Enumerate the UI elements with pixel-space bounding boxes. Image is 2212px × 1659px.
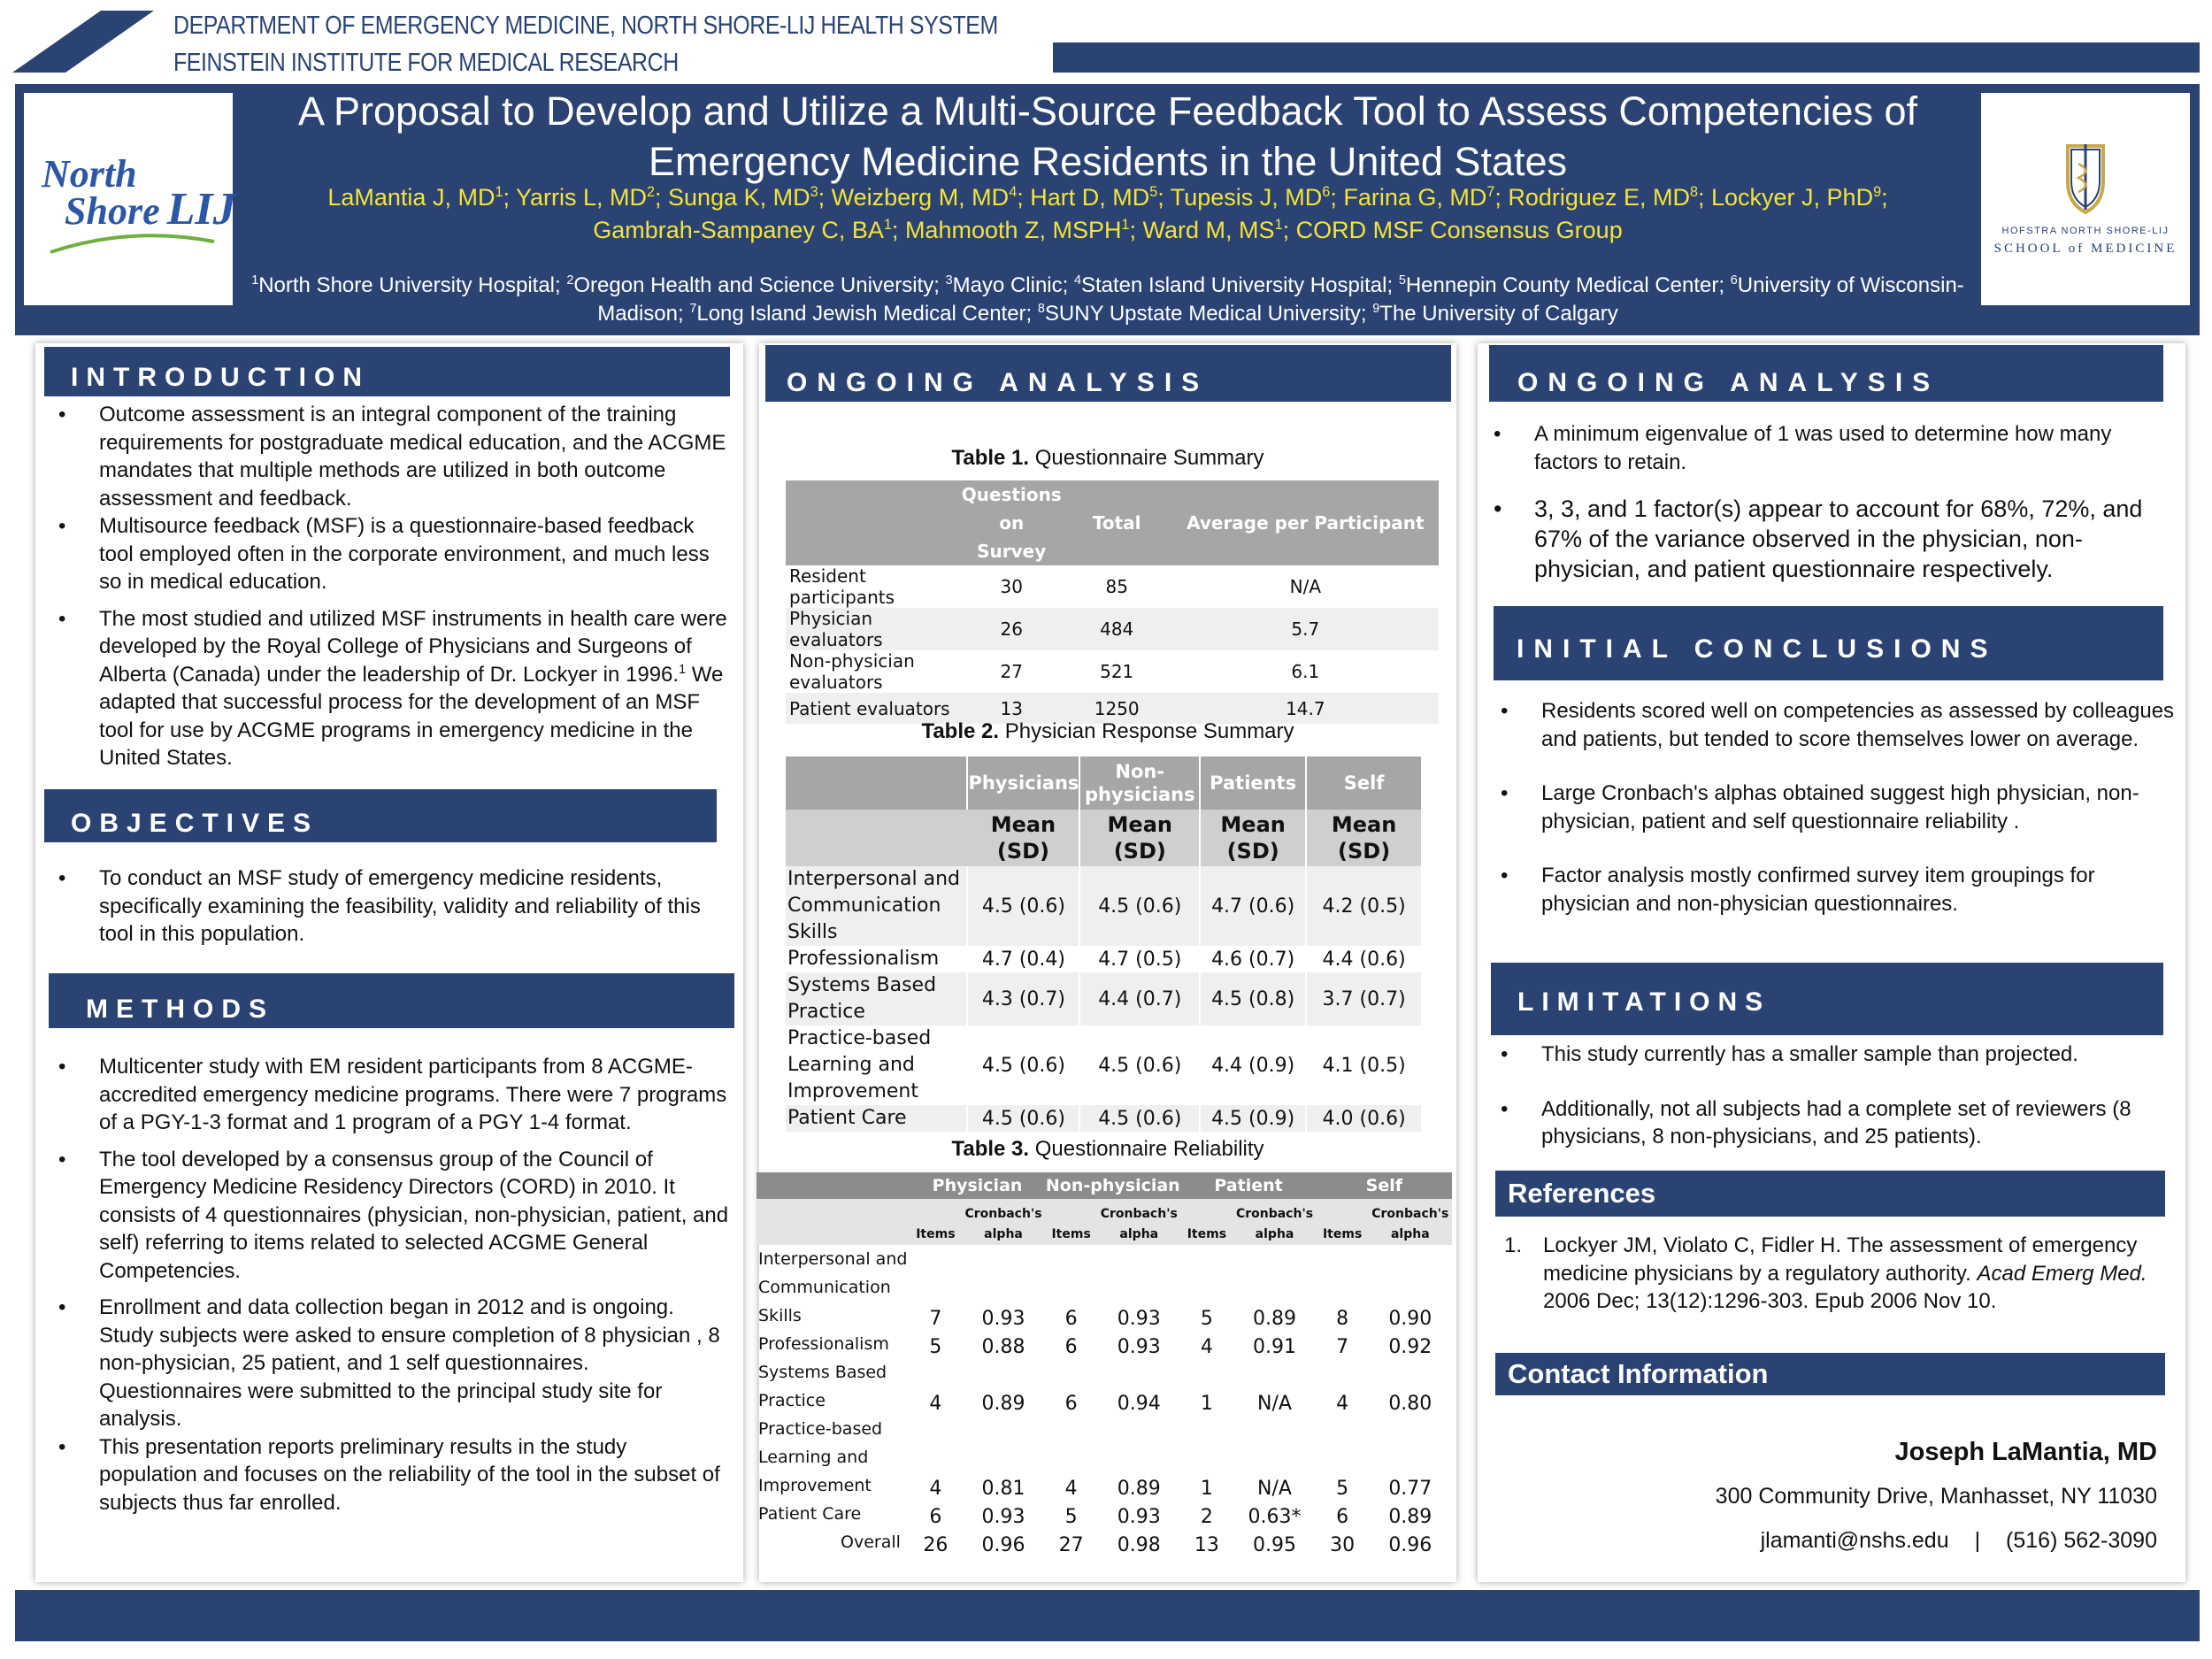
author-affiliation-number: 1 [883, 217, 892, 233]
author-name: LaMantia J, MD [327, 184, 495, 211]
bottom-band [15, 1590, 2200, 1641]
shield-caduceus-icon [1981, 93, 2190, 305]
author-affiliation-number: 6 [1322, 184, 1331, 200]
table2-cell: 4.7 (0.6) [1200, 866, 1306, 946]
introduction-heading: INTRODUCTION [44, 347, 730, 396]
table2-row [786, 1025, 1422, 1105]
affiliation-name: Oregon Health and Science University [573, 273, 934, 297]
limitation-item: • Additionally, not all subjects had a complete set of reviewers (8 physicians, 8 non-physicians, and 25 patients). [1486, 1095, 2177, 1151]
ongoing-analysis-item: • 3, 3, and 1 factor(s) appear to account for 68%, 72%, and 67% of the variance observed in the physician, non-physician, and patient questionnaire respectively. [1479, 494, 2178, 584]
table3-cell: 6 [1064, 1393, 1078, 1415]
table3-cell: 0.77 [1388, 1478, 1432, 1500]
table1-row [786, 650, 1439, 693]
contact-address: 300 Community Drive, Manhasset, NY 11030 [1715, 1484, 2157, 1509]
hofstra-school-of-medicine-logo [1981, 93, 2190, 305]
table3-cell: 0.96 [1388, 1534, 1432, 1556]
questionnaire-reliability-table [757, 1172, 1452, 1556]
conclusion-item: • Factor analysis mostly confirmed survey item groupings for physician and non-physician questionnaires. [1486, 862, 2177, 918]
author-affiliation-number: 1 [1121, 217, 1130, 233]
table1-cell: 26 [962, 608, 1062, 650]
physician-response-table [786, 757, 1423, 1132]
top-accent-bar [1053, 42, 2200, 73]
table2-cell: 4.6 (0.7) [1200, 946, 1306, 972]
logo-word-shore: Shore [65, 189, 160, 233]
table3-cell: 0.89 [1117, 1478, 1161, 1500]
table3-cell: 1 [1200, 1478, 1213, 1500]
table3-items-header: Items [1317, 1199, 1369, 1245]
author-name: Mahmooth Z, MSPH [904, 217, 1122, 243]
affiliation-number: 5 [1398, 273, 1406, 288]
author-name: Weizberg M, MD [831, 184, 1010, 211]
table2-cell: 4.5 (0.6) [1079, 1025, 1200, 1105]
introduction-item-text: The most studied and utilized MSF instruments in health care were developed by the Royal College of Physicians and Surgeons of Alberta (Canada) under the leadership of Dr. Lockyer in 1996. [99, 606, 727, 687]
table2-cell: 4.1 (0.5) [1306, 1025, 1422, 1105]
table3-cell: 0.93 [981, 1308, 1025, 1330]
affiliation-number: 2 [566, 273, 574, 288]
logo-word-lij: LIJ [166, 184, 236, 234]
contact-line [1495, 1518, 2157, 1563]
table3-cell: 0.98 [1117, 1534, 1161, 1556]
contact-email[interactable]: jlamanti@nshs.edu [1760, 1528, 1949, 1553]
table2-cell: 4.5 (0.6) [1079, 1105, 1200, 1132]
table1-cell: 521 [1100, 661, 1134, 682]
table2-cell: 4.5 (0.8) [1200, 972, 1306, 1025]
table3-cell: N/A [1257, 1478, 1292, 1500]
table1-row-label: Patient evaluators [786, 693, 962, 724]
table3-cell: 0.89 [981, 1393, 1025, 1415]
table3-row-label: Overall [841, 1532, 901, 1552]
affiliation-name: Long Island Jewish Medical Center [696, 302, 1026, 326]
author-name: Lockyer J, PhD [1711, 184, 1874, 211]
table3-cell: 30 [1330, 1534, 1356, 1556]
table1-cell: 6.1 [1291, 661, 1320, 682]
table3-group-header: Patient [1180, 1172, 1316, 1199]
affiliation-list: $^1$North Shore University Hospital; $^2$Oregon Health and Science University; $^3$Mayo Clinic; $^4$Staten Island University Hospital; $^5$Hennepin County Medical Center; $^6$University of Wisconsin-Madison; $^7$Long Island Jewish Medical Center; $^8$SUNY Upstate Medical University; $^9$The University of Calgary [251, 273, 1964, 326]
author-affiliation-number: 5 [1149, 184, 1158, 200]
table2-row [786, 866, 1422, 946]
table3-cell: 1 [1200, 1393, 1213, 1415]
title-line-1: A Proposal to Develop and Utilize a Multi-Source Feedback Tool to Assess Competencies of [297, 88, 1918, 134]
author-affiliation-number: 2 [647, 184, 656, 200]
title-line-2: Emergency Medicine Residents in the United States [648, 139, 1568, 184]
conclusion-item: • Residents scored well on competencies as assessed by colleagues and patients, but tended to score themselves lower on average. [1486, 697, 2177, 753]
table1-cell: 30 [1000, 576, 1023, 597]
table2-caption [759, 719, 1456, 744]
affiliation-number: 1 [251, 273, 259, 288]
table2-subheader-row [786, 810, 1422, 866]
methods-item: • This presentation reports preliminary results in the study population and focuses on the reliability of the tool in the subset of subjects thus far enrolled. [44, 1433, 730, 1517]
affiliation-name: Staten Island University Hospital [1080, 273, 1387, 297]
affiliation-number: 8 [1037, 302, 1045, 316]
table3-cell: 2 [1200, 1506, 1213, 1528]
table2-cell: 4.7 (0.4) [967, 946, 1079, 972]
ongoing-analysis-heading-middle: ONGOING ANALYSIS [765, 345, 1451, 402]
north-shore-lij-logo [24, 93, 236, 305]
table3-subheader-blank [757, 1199, 910, 1245]
table3-cell: 4 [929, 1393, 942, 1415]
table3-cell: 27 [1058, 1534, 1084, 1556]
limitations-heading: LIMITATIONS [1491, 963, 2163, 1035]
table2-cell: 4.5 (0.6) [967, 1105, 1079, 1132]
table2-subheader-cell: Mean (SD) [1079, 810, 1200, 866]
table3-cell: 0.93 [1117, 1308, 1161, 1330]
table2-row-label: Systems Based Practice [786, 972, 967, 1025]
author-list: LaMantia J, $MD^1$; Yarris L, $MD^2$; Sunga K, $MD^3$; Weizberg M, $MD^4$; Hart D, $MD^5$; Tupesis J, $MD^6$; Farina G, $MD^7$; Rodriguez E, $MD^8$; Lockyer J, PhD$^9$; Gambrah-Sampaney C, $BA^1$; Mahmooth Z, MSPH$^1$; Ward M, $MS^1$; CORD MSF Consensus Group [327, 184, 1888, 243]
poster-header [15, 84, 2200, 335]
methods-list [44, 1053, 730, 1517]
department-line-1: DEPARTMENT OF EMERGENCY MEDICINE, NORTH SHORE-LIJ HEALTH SYSTEM [173, 12, 998, 40]
table3-cell: 0.93 [981, 1506, 1025, 1528]
author-affiliation-number: 1 [1274, 217, 1283, 233]
table3-cell: 4 [1336, 1393, 1349, 1415]
table3-group-blank [757, 1172, 910, 1199]
department-heading [173, 7, 998, 81]
methods-item: • Enrollment and data collection began in 2012 and is ongoing. Study subjects were asked to ensure completion of 8 physician , 8 non-physician, 25 patient, and 1 self questionnaires. Questionnaires were submitted to the principal study site for analysis. [44, 1294, 730, 1433]
affiliation-name: University of Wisconsin-Madison [597, 273, 1964, 326]
objectives-heading: OBJECTIVES [44, 789, 717, 842]
table1-row-label: Resident participants [789, 565, 895, 608]
table1-cell: 27 [1000, 661, 1023, 682]
logo-swoosh-icon [24, 93, 233, 305]
author-affiliation-number: 7 [1486, 184, 1495, 200]
reference-text: Lockyer JM, Violato C, Fidler H. The assessment of emergency medicine physicians by a regulatory authority. [1543, 1233, 2138, 1286]
table2-cell: 4.4 (0.6) [1306, 946, 1422, 972]
table3-cell: 6 [1064, 1308, 1078, 1330]
table2-caption-text: Physician Response Summary [1004, 719, 1294, 743]
table3-cell: 0.89 [1253, 1308, 1296, 1330]
table3-cell: 6 [929, 1506, 942, 1528]
table2-cell: 4.5 (0.6) [967, 1025, 1079, 1105]
table1-cell: 13 [962, 693, 1062, 724]
table3-cell: 0.81 [981, 1478, 1025, 1500]
author-name: Tupesis J, MD [1170, 184, 1323, 211]
author-name: Sunga K, MD [668, 184, 810, 211]
table3-cell: N/A [1257, 1393, 1292, 1415]
table3-cell: 0.96 [981, 1534, 1025, 1556]
table3-cell: 0.95 [1253, 1534, 1296, 1556]
table3-cell: 0.80 [1388, 1393, 1432, 1415]
table3-row [757, 1245, 1452, 1330]
table3-group-header: Self [1317, 1172, 1452, 1199]
table2-header-cell: Patients [1200, 757, 1306, 810]
table3-items-header: Items [1180, 1199, 1233, 1245]
table1-row-label: Non-physician evaluators [789, 650, 915, 693]
logo-word-north: North [42, 152, 137, 196]
table2-cell: 4.4 (0.9) [1200, 1025, 1306, 1105]
table3-row-label: Practice-based Learning and Improvement [758, 1419, 883, 1495]
table1-caption [759, 446, 1456, 471]
table2-cell: 4.5 (0.9) [1200, 1105, 1306, 1132]
table3-cell: 0.63* [1248, 1506, 1302, 1528]
table3-cell: 4 [1200, 1336, 1213, 1358]
table3-cell: 0.90 [1388, 1308, 1432, 1330]
table2-header-cell [786, 757, 967, 810]
author-affiliation-number: 1 [495, 184, 503, 200]
table2-cell: 4.3 (0.7) [967, 972, 1079, 1025]
table3-row [757, 1358, 1452, 1415]
author-affiliation-number: 4 [1009, 184, 1018, 200]
table2-row-label: Patient Care [786, 1105, 967, 1132]
table1-cell: N/A [1289, 576, 1322, 597]
table1-row-label: Physician evaluators [786, 608, 962, 650]
table2-cell: 3.7 (0.7) [1306, 972, 1422, 1025]
table3-cell: 8 [1336, 1308, 1349, 1330]
methods-heading: METHODS [49, 973, 734, 1028]
table2-cell: 4.0 (0.6) [1306, 1105, 1422, 1132]
affiliation-name: North Shore University Hospital [258, 273, 555, 297]
introduction-list [44, 401, 730, 772]
table2-row [786, 946, 1422, 972]
initial-conclusions-list [1486, 697, 2177, 918]
poster-title [236, 86, 1979, 187]
contact-phone: (516) 562-3090 [2006, 1528, 2157, 1553]
table3-row-label: Interpersonal and Communication Skills [758, 1249, 908, 1325]
table2-subheader-cell: Mean (SD) [1306, 810, 1422, 866]
table2-row-label: Professionalism [786, 946, 967, 972]
table1-header-row [786, 480, 1439, 565]
table3-items-header: Items [1045, 1199, 1097, 1245]
table1-cell: 1250 [1062, 693, 1172, 724]
author-name: Hart D, MD [1030, 184, 1150, 211]
affiliation-number: 7 [689, 302, 697, 316]
citation-number: 1 [679, 662, 687, 677]
table2-row [786, 972, 1422, 1025]
objectives-list [44, 864, 730, 949]
table3-cell: 0.94 [1117, 1393, 1161, 1415]
affiliation-number: 4 [1073, 273, 1081, 288]
author-name: Rodriguez E, MD [1508, 184, 1690, 211]
reference-number: 1. [1504, 1233, 1523, 1257]
table1-row [786, 565, 1439, 608]
table3-cell: 5 [1336, 1478, 1349, 1500]
table3-items-header: Items [910, 1199, 962, 1245]
table3-row-label: Systems Based Practice [758, 1363, 887, 1410]
table3-cell: 0.93 [1117, 1336, 1161, 1358]
affiliation-name: Hennepin County Medical Center [1405, 273, 1719, 297]
affiliation-name: The University of Calgary [1379, 302, 1618, 326]
table1-header-cell [786, 480, 962, 565]
table1-caption-label: Table 1. [951, 446, 1030, 470]
affiliation-name: Mayo Clinic [952, 273, 1063, 297]
introduction-item: • Multisource feedback (MSF) is a questionnaire-based feedback tool employed often in the corporate environment, and much less so in medical education. [44, 512, 730, 596]
department-line-2: FEINSTEIN INSTITUTE FOR MEDICAL RESEARCH [173, 49, 679, 77]
table3-row-label: Patient Care [758, 1504, 862, 1524]
table3-row [757, 1528, 1452, 1556]
introduction-item: • Outcome assessment is an integral component of the training requirements for postgraduate medical education, and the ACGME mandates that multiple methods are utilized in both outcome assessment and feedback. [44, 401, 730, 512]
table2-cell: 4.5 (0.6) [1079, 866, 1200, 946]
table3-cell: 5 [1064, 1506, 1078, 1528]
table3-caption-text: Questionnaire Reliability [1034, 1137, 1264, 1161]
table2-header-row [786, 757, 1422, 810]
table3-alpha-header: Cronbach's alpha [1369, 1199, 1452, 1245]
author-affiliation-number: 8 [1689, 184, 1698, 200]
table1-header-cell: Total [1062, 480, 1172, 565]
table3-cell: 0.91 [1253, 1336, 1296, 1358]
table1-row [786, 608, 1439, 650]
table2-header-cell: Non-physicians [1079, 757, 1200, 810]
table3-cell: 0.92 [1388, 1336, 1432, 1358]
ongoing-analysis-heading-right: ONGOING ANALYSIS [1489, 345, 2163, 402]
table2-subheader-blank [786, 810, 967, 866]
table2-cell: 4.2 (0.5) [1306, 866, 1422, 946]
references-heading: References [1495, 1171, 2165, 1217]
table3-cell: 0.89 [1388, 1506, 1432, 1528]
table3-row [757, 1330, 1452, 1358]
table3-group-row [757, 1172, 1452, 1199]
contact-information-heading: Contact Information [1495, 1353, 2165, 1395]
introduction-item [44, 605, 730, 772]
table1-caption-text: Questionnaire Summary [1034, 446, 1264, 470]
table2-header-cell: Self [1306, 757, 1422, 810]
table3-row [757, 1500, 1452, 1528]
questionnaire-summary-table [786, 480, 1439, 724]
author-name: Yarris L, MD [515, 184, 647, 211]
table1-cell: 14.7 [1172, 693, 1439, 724]
author-affiliation-number: 9 [1873, 184, 1882, 200]
table3-cell: 13 [1194, 1534, 1219, 1556]
table2-row-label: Interpersonal and Communication Skills [786, 866, 967, 946]
hofstra-logo-line-1: HOFSTRA NORTH SHORE-LIJ [2001, 226, 2170, 236]
table3-cell: 6 [1064, 1336, 1078, 1358]
table3-group-header: Physician [910, 1172, 1045, 1199]
contact-block [1495, 1430, 2157, 1563]
table2-header-cell: Physicians [967, 757, 1079, 810]
table3-subheader-row [757, 1199, 1452, 1245]
table2-row [786, 1105, 1422, 1132]
affiliation-number: 6 [1730, 273, 1738, 288]
table3-cell: 5 [1200, 1308, 1213, 1330]
table3-alpha-header: Cronbach's alpha [1233, 1199, 1316, 1245]
contact-separator: | [1974, 1528, 1981, 1553]
affiliation-number: 9 [1372, 302, 1380, 316]
contact-name: Joseph LaMantia, MD [1894, 1438, 2157, 1466]
objectives-item: • To conduct an MSF study of emergency medicine residents, specifically examining the feasibility, validity and reliability of this tool in this population. [44, 864, 730, 949]
table3-cell: 0.88 [981, 1336, 1025, 1358]
initial-conclusions-heading: INITIAL CONCLUSIONS [1494, 606, 2163, 680]
table1-cell: 85 [1105, 576, 1128, 597]
table3-row [757, 1415, 1452, 1500]
table1-cell: 484 [1062, 608, 1172, 650]
table3-cell: 4 [929, 1478, 942, 1500]
table2-row-label: Practice-based Learning and Improvement [786, 1025, 967, 1105]
table3-cell: 4 [1064, 1478, 1078, 1500]
conclusion-item: • Large Cronbach's alphas obtained suggest high physician, non-physician, patient and self questionnaire reliability . [1486, 780, 2177, 835]
ongoing-analysis-list [1479, 420, 2178, 584]
methods-item: • The tool developed by a consensus group of the Council of Emergency Medicine Residency Directors (CORD) in 2010. It consists of 4 questionnaires (physician, non-physician, patient, and self) referring to items related to selected ACGME General Competencies. [44, 1146, 730, 1286]
table3-row-label: Professionalism [758, 1334, 889, 1354]
reference-journal: Acad Emerg Med. [1977, 1261, 2147, 1286]
table3-group-header: Non-physician [1045, 1172, 1180, 1199]
reference-1 [1504, 1232, 2159, 1316]
table2-cell: 4.5 (0.6) [967, 866, 1079, 946]
table3-cell: 7 [929, 1308, 942, 1330]
methods-item: • Multicenter study with EM resident participants from 8 ACGME-accredited emergency medicine programs. There were 7 programs of a PGY-1-3 format and 1 program of a PGY 1-4 format. [44, 1053, 730, 1137]
author-affiliation-number: 3 [810, 184, 818, 200]
table3-cell: 7 [1336, 1336, 1349, 1358]
table2-cell: 4.7 (0.5) [1079, 946, 1200, 972]
author-name: CORD MSF Consensus Group [1295, 217, 1623, 243]
table2-subheader-cell: Mean (SD) [1200, 810, 1306, 866]
table2-cell: 4.4 (0.7) [1079, 972, 1200, 1025]
table3-cell: 6 [1336, 1506, 1349, 1528]
table1-cell: 5.7 [1172, 608, 1439, 650]
table3-caption-label: Table 3. [951, 1137, 1030, 1161]
affiliation-name: SUNY Upstate Medical University [1044, 302, 1361, 326]
limitation-item: • This study currently has a smaller sample than projected. [1486, 1041, 2177, 1069]
author-name: Gambrah-Sampaney C, BA [593, 217, 884, 243]
author-name: Farina G, MD [1343, 184, 1487, 211]
table3-cell: 26 [923, 1534, 949, 1556]
table1-header-cell: Average per Participant [1172, 480, 1439, 565]
table1-header-cell: Questions on Survey [962, 480, 1062, 565]
corner-stripe-decoration [12, 11, 154, 73]
author-name: Ward M, MS [1142, 217, 1275, 243]
table3-cell: 0.93 [1117, 1506, 1161, 1528]
hofstra-logo-line-2: SCHOOL of MEDICINE [1993, 242, 2177, 256]
introduction-item-text: We adapted that successful process for the development of an MSF tool for use by ACGME programs in emergency medicine in the United States. [99, 662, 724, 770]
limitations-list [1486, 1041, 2177, 1151]
table3-caption [759, 1137, 1456, 1162]
ongoing-analysis-item: • A minimum eigenvalue of 1 was used to determine how many factors to retain. [1479, 420, 2178, 476]
table2-subheader-cell: Mean (SD) [967, 810, 1079, 866]
affiliation-number: 3 [945, 273, 953, 288]
table3-cell: 5 [929, 1336, 942, 1358]
table3-alpha-header: Cronbach's alpha [962, 1199, 1045, 1245]
reference-details: 2006 Dec; 13(12):1296-303. Epub 2006 Nov 10. [1543, 1289, 1997, 1313]
table3-alpha-header: Cronbach's alpha [1097, 1199, 1180, 1245]
table2-caption-label: Table 2. [921, 719, 1000, 743]
top-band [0, 0, 2212, 81]
